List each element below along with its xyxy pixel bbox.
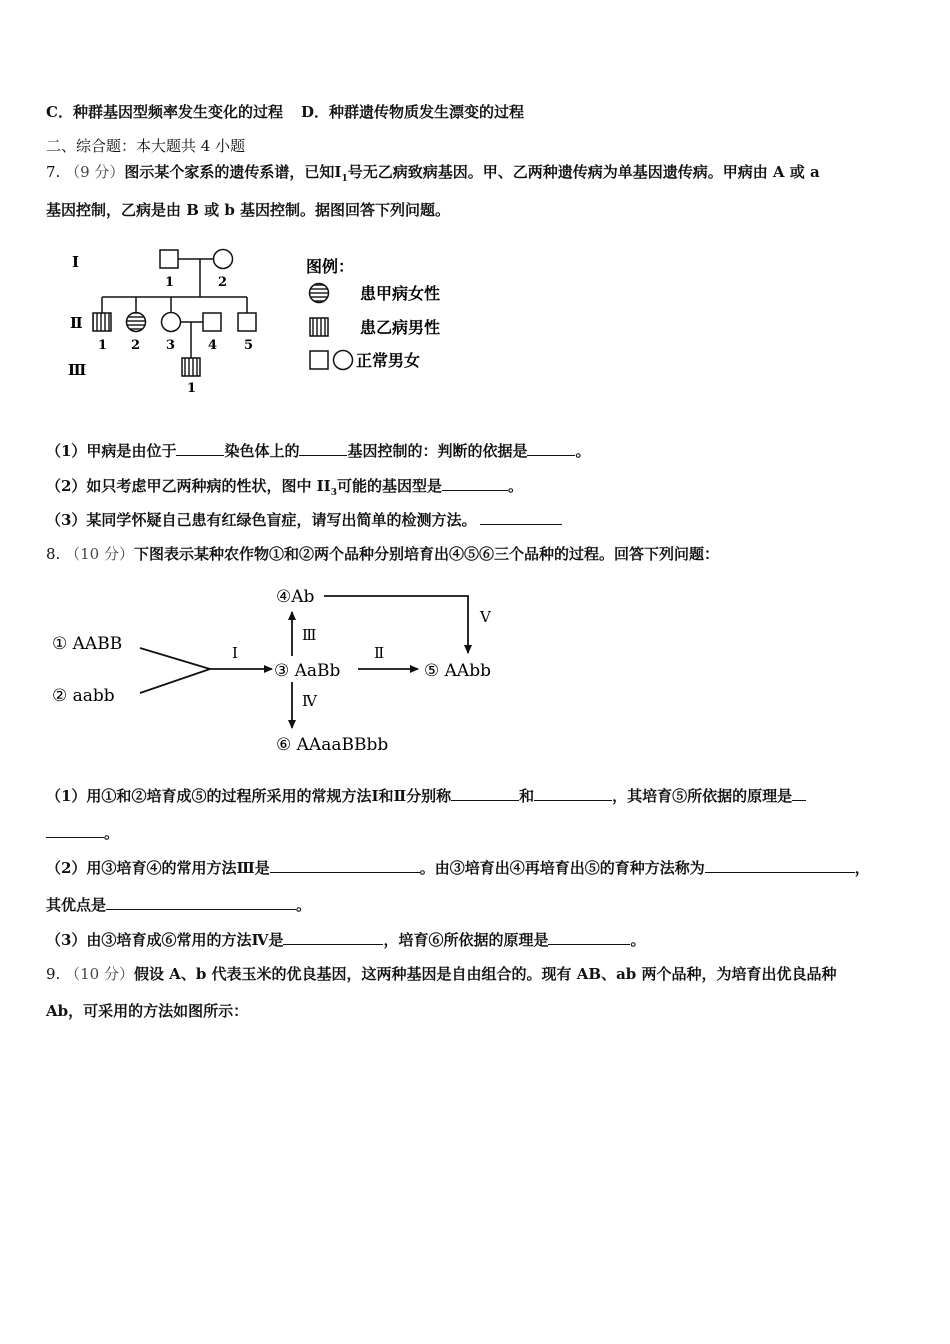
q7-stem-line1 bbox=[46, 162, 820, 189]
node-4-ab: ④Ab bbox=[276, 587, 315, 607]
q7-stem-line2: 基因控制，乙病是由 B 或 b 基因控制。据图回答下列问题。 bbox=[46, 201, 451, 219]
label-v: Ⅴ bbox=[480, 608, 491, 626]
q8-stem: 8. （10 分）下图表示某种农作物①和②两个品种分别培育出④⑤⑥三个品种的过程。回答下列问题： bbox=[46, 545, 719, 563]
answer-blank[interactable] bbox=[442, 476, 508, 491]
q9-number: 9. bbox=[46, 965, 61, 983]
options-line bbox=[46, 102, 524, 122]
gen1-male-1 bbox=[160, 250, 178, 268]
gen2-number-3: 3 bbox=[166, 338, 176, 353]
label-iv: Ⅳ bbox=[302, 692, 317, 710]
q8-number: 8. bbox=[46, 545, 61, 563]
legend-hstripe-circle-icon bbox=[310, 284, 329, 303]
legend-item-3: 正常男女 bbox=[356, 351, 421, 370]
gen3-affected-male-1 bbox=[182, 358, 200, 376]
cross-line-2 bbox=[140, 669, 210, 693]
q7-score: （9 分） bbox=[65, 163, 125, 181]
pedigree-figure bbox=[60, 240, 480, 400]
answer-blank[interactable] bbox=[705, 858, 855, 873]
node-1-aabb: ① AABB bbox=[52, 634, 123, 654]
q9-score: （10 分） bbox=[65, 965, 134, 983]
answer-blank[interactable] bbox=[299, 441, 347, 456]
gen2-number-2: 2 bbox=[131, 338, 141, 353]
cross-line-1 bbox=[140, 648, 210, 669]
gen2-female-3 bbox=[162, 313, 181, 332]
legend-circle-icon bbox=[334, 351, 353, 370]
q9-stem-line1: 9. （10 分）假设 A、b 代表玉米的优良基因，这两种基因是自由组合的。现有 AB、ab 两个品种，为培育出优良品种 bbox=[46, 965, 837, 983]
gen2-number-4: 4 bbox=[208, 338, 218, 353]
answer-blank[interactable] bbox=[270, 858, 420, 873]
gen1-number-2: 2 bbox=[218, 275, 228, 290]
q7-sub1: 1 bbox=[341, 174, 348, 184]
q8-sub-question-1-cont: 。 bbox=[46, 823, 119, 843]
gen3-number-1: 1 bbox=[187, 381, 197, 396]
gen2-male-4 bbox=[203, 313, 221, 331]
gen2-number-1: 1 bbox=[98, 338, 108, 353]
gen2-male-5 bbox=[238, 313, 256, 331]
q7-sub-question-3: （3）某同学怀疑自己患有红绿色盲症，请写出简单的检测方法。 bbox=[46, 510, 562, 530]
gen-label-3: Ⅲ bbox=[68, 361, 87, 379]
legend-vstripe-square-icon bbox=[310, 318, 328, 336]
q7-stem-a: 图示某个家系的遗传系谱，已知Ⅰ bbox=[124, 163, 342, 181]
option-c: C．种群基因型频率发生变化的过程 bbox=[46, 103, 283, 121]
legend-title: 图例： bbox=[306, 257, 355, 276]
label-i: Ⅰ bbox=[232, 644, 238, 662]
breeding-diagram bbox=[50, 578, 510, 763]
label-ii: Ⅱ bbox=[374, 644, 385, 662]
answer-blank[interactable] bbox=[451, 786, 519, 801]
option-d: D．种群遗传物质发生漂变的过程 bbox=[300, 103, 524, 121]
answer-blank[interactable] bbox=[548, 930, 630, 945]
q8-sub-question-2: （2）用③培育④的常用方法Ⅲ是 。由③培育出④再培育出⑤的育种方法称为 ， bbox=[46, 859, 870, 877]
q7-number: 7. bbox=[46, 163, 61, 181]
gen-label-2: Ⅱ bbox=[70, 314, 83, 332]
q7-sub-question-2: （2）如只考虑甲乙两种病的性状，图中 $II_3$可能的基因型是 。 bbox=[46, 477, 523, 498]
q8-sub-question-1: （1）用①和②培育成⑤的过程所采用的常规方法Ⅰ和Ⅱ分别称 和 ，其培育⑤所依据的原理是 bbox=[46, 786, 806, 806]
q8-score: （10 分） bbox=[65, 545, 134, 563]
q7-stem-b: 号无乙病致病基因。甲、乙两种遗传病为单基因遗传病。甲病由 A 或 a bbox=[347, 163, 820, 181]
gen1-female-2 bbox=[214, 250, 233, 269]
node-2-aabb: ② aabb bbox=[52, 686, 115, 706]
answer-blank[interactable] bbox=[106, 895, 296, 910]
label-iii: Ⅲ bbox=[302, 626, 317, 644]
legend-item-2: 患乙病男性 bbox=[360, 318, 441, 337]
gen2-number-5: 5 bbox=[244, 338, 254, 353]
node-3-aabb: ③ AaBb bbox=[274, 661, 341, 681]
legend-item-1: 患甲病女性 bbox=[360, 284, 441, 303]
answer-blank[interactable] bbox=[527, 441, 575, 456]
gen2-affected-female-2 bbox=[127, 313, 146, 332]
answer-blank[interactable] bbox=[46, 823, 104, 838]
answer-blank[interactable] bbox=[176, 441, 224, 456]
answer-blank[interactable] bbox=[792, 786, 806, 801]
q7-sub-question-1: （1）甲病是由位于 染色体上的 基因控制的：判断的依据是 。 bbox=[46, 442, 591, 460]
q8-sub-question-3: （3）由③培育成⑥常用的方法Ⅳ是 ，培育⑥所依据的原理是 。 bbox=[46, 931, 646, 949]
gen-label-1: Ⅰ bbox=[72, 253, 80, 271]
section-title: 二、综合题：本大题共 4 小题 bbox=[46, 137, 246, 155]
answer-blank[interactable] bbox=[480, 510, 562, 525]
node-5-aabb: ⑤ AAbb bbox=[424, 661, 491, 681]
answer-blank[interactable] bbox=[283, 930, 383, 945]
q8-sub-question-2-cont: 其优点是 。 bbox=[46, 896, 312, 914]
gen1-number-1: 1 bbox=[165, 275, 175, 290]
answer-blank[interactable] bbox=[534, 786, 612, 801]
gen2-affected-male-1 bbox=[93, 313, 111, 331]
arrow-v bbox=[324, 596, 468, 653]
legend-square-icon bbox=[310, 351, 328, 369]
node-6-aaaabbbb: ⑥ AAaaBBbb bbox=[276, 735, 389, 755]
q9-stem-line2: Ab，可采用的方法如图所示： bbox=[46, 1002, 249, 1020]
